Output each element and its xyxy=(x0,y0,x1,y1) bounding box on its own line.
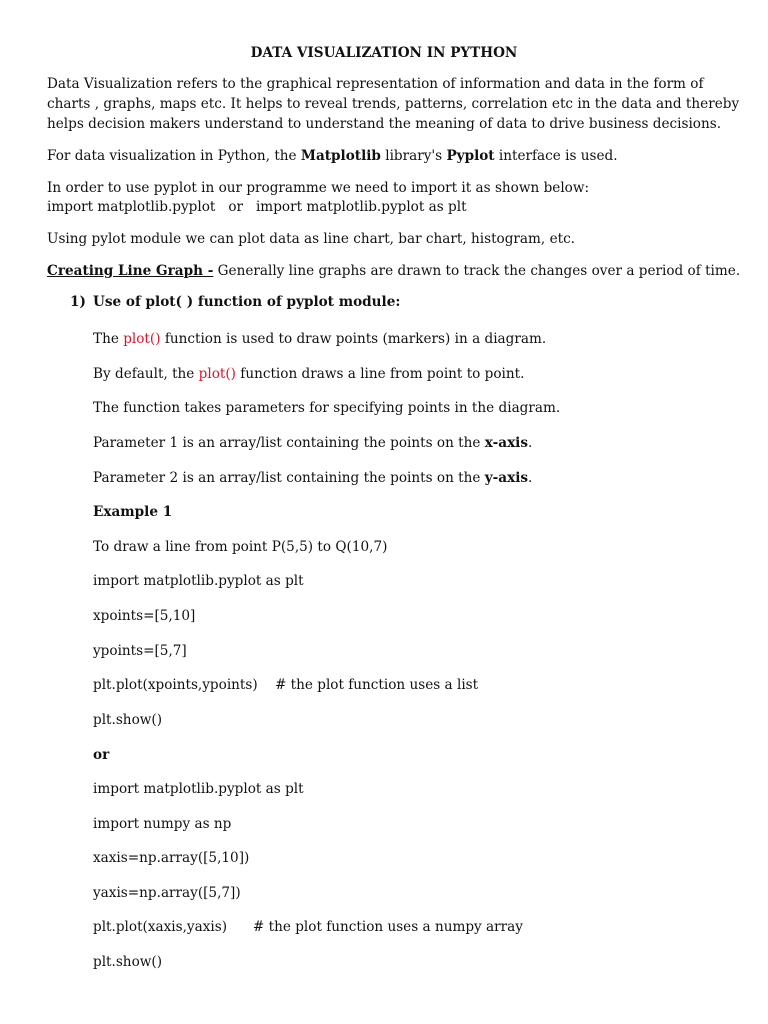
import-para-line-2: import matplotlib.pyplot or import matplotlib.pyplot as plt xyxy=(47,199,467,215)
pylot-paragraph: Using pylot module we can plot data as line chart, bar chart, histogram, etc. xyxy=(47,231,576,247)
desc-1-suffix: function is used to draw points (markers) in a diagram. xyxy=(160,331,547,347)
code-line: import matplotlib.pyplot as plt xyxy=(93,573,304,589)
code-line: xpoints=[5,10] xyxy=(93,608,196,624)
code-line: xaxis=np.array([5,10]) xyxy=(93,850,250,866)
desc-line-2 xyxy=(93,364,524,384)
example-task: To draw a line from point P(5,5) to Q(10,7) xyxy=(93,539,388,555)
desc-1-prefix: The xyxy=(93,331,124,347)
desc-2-prefix: By default, the xyxy=(93,366,199,382)
matplotlib-term: Matplotlib xyxy=(300,148,381,164)
intro-line-1: Data Visualization refers to the graphical representation of information and data in the form of xyxy=(47,76,704,92)
matplotlib-paragraph xyxy=(47,146,618,166)
desc-5-suffix: . xyxy=(528,470,533,486)
code-line: plt.show() xyxy=(93,954,162,970)
code-line: yaxis=np.array([5,7]) xyxy=(93,885,241,901)
code-line: ypoints=[5,7] xyxy=(93,643,187,659)
code-line: import numpy as np xyxy=(93,816,232,832)
line-graph-heading: Creating Line Graph - xyxy=(47,263,214,279)
or-separator: or xyxy=(93,747,110,763)
desc-5-prefix: Parameter 2 is an array/list containing the points on the xyxy=(93,470,485,486)
plot-function-name: plot() xyxy=(123,331,161,347)
code-line: plt.show() xyxy=(93,712,162,728)
code-line: import matplotlib.pyplot as plt xyxy=(93,781,304,797)
desc-line-1 xyxy=(93,329,546,349)
matplotlib-para-middle: library's xyxy=(380,148,447,164)
desc-line-5 xyxy=(93,468,532,488)
line-graph-paragraph xyxy=(47,261,740,281)
intro-line-3: helps decision makers understand to understand the meaning of data to drive business decisions. xyxy=(47,116,722,132)
line-graph-description: Generally line graphs are drawn to track the changes over a period of time. xyxy=(213,263,741,279)
import-para-line-1: In order to use pyplot in our programme we need to import it as shown below: xyxy=(47,180,590,196)
section-1-heading: Use of plot( ) function of pyplot module: xyxy=(93,294,401,310)
code-line: plt.plot(xaxis,yaxis) # the plot function uses a numpy array xyxy=(93,919,523,935)
desc-4-prefix: Parameter 1 is an array/list containing the points on the xyxy=(93,435,485,451)
pyplot-term: Pyplot xyxy=(446,148,495,164)
plot-function-name: plot() xyxy=(198,366,236,382)
section-1-number: 1) xyxy=(70,294,86,310)
y-axis-term: y-axis xyxy=(484,470,529,486)
matplotlib-para-suffix: interface is used. xyxy=(494,148,618,164)
example-heading: Example 1 xyxy=(93,504,173,520)
code-line: plt.plot(xpoints,ypoints) # the plot function uses a list xyxy=(93,677,479,693)
x-axis-term: x-axis xyxy=(484,435,528,451)
matplotlib-para-prefix: For data visualization in Python, the xyxy=(47,148,301,164)
desc-line-3: The function takes parameters for specifying points in the diagram. xyxy=(93,400,561,416)
desc-line-4 xyxy=(93,433,532,453)
intro-line-2: charts , graphs, maps etc. It helps to reveal trends, patterns, correlation etc in the data and thereby xyxy=(47,96,740,112)
page-title: DATA VISUALIZATION IN PYTHON xyxy=(250,45,518,61)
desc-2-suffix: function draws a line from point to point. xyxy=(235,366,525,382)
desc-4-suffix: . xyxy=(528,435,533,451)
